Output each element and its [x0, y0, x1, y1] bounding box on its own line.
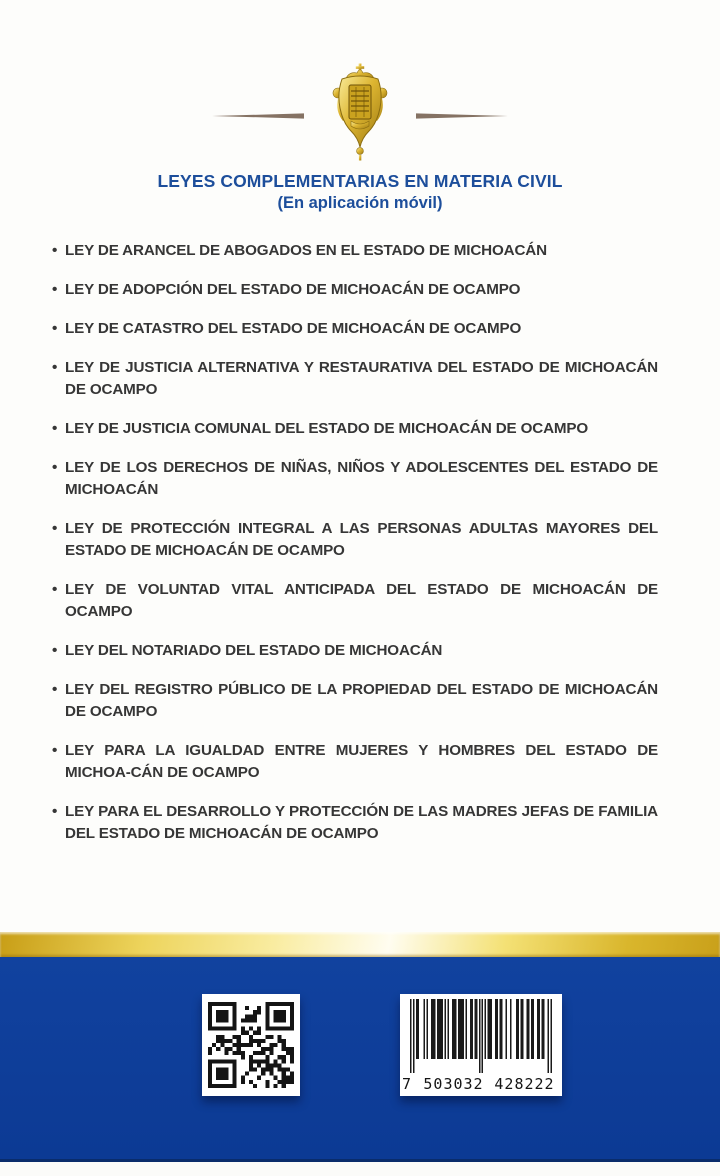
- page-title: LEYES COMPLEMENTARIAS EN MATERIA CIVIL: [157, 171, 563, 191]
- right-ornament-line: [416, 113, 508, 119]
- barcode-number: [402, 1075, 560, 1093]
- law-list-item: • LEY PARA LA IGUALDAD ENTRE MUJERES Y HOMBRES DEL ESTADO DE MICHOA-CÁN DE OCAMPO: [52, 740, 658, 784]
- bottom-margin-strip: [0, 1162, 720, 1176]
- law-list-item: • LEY DE JUSTICIA COMUNAL DEL ESTADO DE MICHOACÁN DE OCAMPO: [52, 418, 658, 440]
- laws-list: [52, 240, 658, 862]
- gold-divider-stripe: [0, 932, 720, 957]
- qr-code: [202, 994, 300, 1096]
- state-coat-of-arms-icon: [325, 63, 395, 163]
- law-list-item: • LEY DEL REGISTRO PÚBLICO DE LA PROPIEDAD DEL ESTADO DE MICHOACÁN DE OCAMPO: [52, 679, 658, 723]
- law-list-item: • LEY DE PROTECCIÓN INTEGRAL A LAS PERSONAS ADULTAS MAYORES DEL ESTADO DE MICHOACÁN DE OCAMPO: [52, 518, 658, 562]
- barcode-digits-left: 503032: [418, 1075, 489, 1093]
- law-list-item: • LEY DE ADOPCIÓN DEL ESTADO DE MICHOACÁN DE OCAMPO: [52, 279, 658, 301]
- barcode-digit-system: 7: [402, 1075, 418, 1093]
- left-ornament-line: [212, 113, 304, 119]
- barcode-digits-right: 428222: [489, 1075, 560, 1093]
- page-subtitle: (En aplicación móvil): [277, 194, 443, 212]
- law-list-item: • LEY PARA EL DESARROLLO Y PROTECCIÓN DE LAS MADRES JEFAS DE FAMILIA DEL ESTADO DE MICHOACÁN DE OCAMPO: [52, 801, 658, 845]
- law-list-item: • LEY DE ARANCEL DE ABOGADOS EN EL ESTADO DE MICHOACÁN: [52, 240, 658, 262]
- law-list-item: • LEY DE CATASTRO DEL ESTADO DE MICHOACÁN DE OCAMPO: [52, 318, 658, 340]
- navy-footer-band: [0, 957, 720, 1162]
- law-list-item: • LEY DEL NOTARIADO DEL ESTADO DE MICHOACÁN: [52, 640, 658, 662]
- barcode: [400, 994, 562, 1096]
- law-list-item: • LEY DE JUSTICIA ALTERNATIVA Y RESTAURATIVA DEL ESTADO DE MICHOACÁN DE OCAMPO: [52, 357, 658, 401]
- law-list-item: • LEY DE VOLUNTAD VITAL ANTICIPADA DEL ESTADO DE MICHOACÁN DE OCAMPO: [52, 579, 658, 623]
- law-list-item: • LEY DE LOS DERECHOS DE NIÑAS, NIÑOS Y ADOLESCENTES DEL ESTADO DE MICHOACÁN: [52, 457, 658, 501]
